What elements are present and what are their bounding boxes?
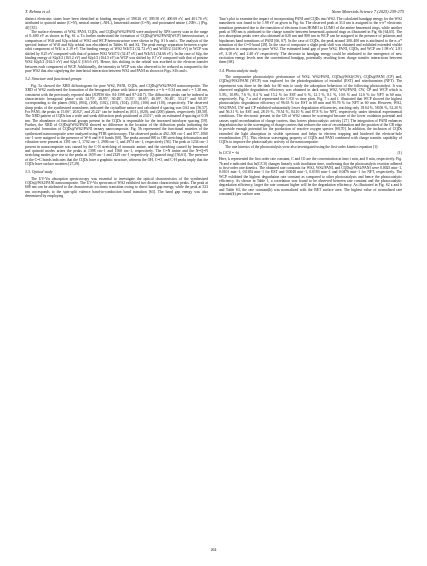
- equation-body: ln C/C0 = -kt: [219, 150, 239, 155]
- body-paragraph: The surface elements of WS2, PANI, CQDs, and CQDs@WS2/PANI were analyzed by XPS survey scan in the range of 0–600 eV as shown in Fig. S1 a. To further understand the formation of CQDs@WS2/PANI(WCP) heterostructure, a comparison of W4f and S2p orbital of WS2 and WCP heterostructure were shown in Fig. S1 b and c. The analysis of the spectral feature of W4f and S2p orbital was elucidated in Tables S1 and S2. The peak energy separation between a spin-orbit component of W4f is 2.19 eV. The binding energy of WS2 W4f7/2 (32.72 eV) and W4f5/2 (34.90 eV) in WCP was shifted by 0.25 eV compared with that of pristine WS2 W4f7/2 (32.47 eV) and W4f5/2 (34.66 eV). In the case of S2p, the binding energy of S2p3/2 (163.2 eV) and S2p1/2 (164.3 eV) in WCP was shifted by 0.7 eV compared with that of pristine WS2 S2p3/2 (162.5 eV) and S2p1/2 (163.6 eV). Hence, this shifting in the orbital was ascribed to the electron transfer between each component of WCP. Additionally, the intensity in WCP was also observed to be reduced as compared to the pure WS2 that also signifying the interfacial interaction between WS2 and PANI as shown in Figs. S1b and c.: [25, 30, 208, 74]
- body-paragraph: The rate kinetics of the photocatalysis were also investigated using the first-order kinetics equation [1]:: [225, 144, 379, 149]
- body-paragraph: The comparative photocatalytic performance of WS2, WS2/PANI, CQDs@WS2(CW), CQDs@PANI (CP) and, CQDs@WS2/PANI (WCP) was explored for the photodegradation of estradiol (EST) and nitrofurantoin (NFT). The experiment was done in the dark for 60 min to study the adsorption behaviour of the following photocatalyst. It was observed negligible degradation efficiency was obtained in dark using WS2, WS2/PANI, CW, CP and WCP which is 5.3%, 10.8%, 7.6 %, 8.4 % and 15.2 % for EST and 6 %, 12.1 %, 8.1 %, 10.6 % and 12.6 % for NFT in 60 min, respectively. Fig. 7 a and d represented the C/C0 vs time plots. Fig. 7 c and f. illustrated that WCP showed the highest photocatalytic degradation efficiency of 96.63 % for EST in 60 min and 95.76 % for NFT in 60 min. However, WS2, WS2/PANI, CW and CP exhibited substantially lower degradation efficiencies, reaching only 18.64 %, 58.06 %, 52.20 % and 56.31 % for EST and, 28.19 %, 70.54 %, 84.10 % and 87.8 % for NFT, respectively, under identical experimental conditions. The electronic present in the CB of WS2 cannot be scavenged because of the lower oxidation potential and causes rapid recombination of charge carriers, thus lowers photocatalytic activity [27]. The integration of PANI enhances degradation due to the scavenging of charge carriers that reduces the rate of recombination and the position of the CB edge to provide enough potential for the production of reactive oxygen species [69,70]. In addition, the inclusion of CQDs extended the light absorption in visible spectrum and helps in electron trapping and hindered the electron-hole recombination [71]. This electron scavenging property of CQDs and PANI combined with charge transfer capability of CQDs to improve the photocatalytic activity of the nanocomposite.: [219, 75, 402, 145]
- section-heading: 3.2. Structure and functional groups: [25, 77, 82, 82]
- equation-number: (1): [397, 150, 402, 155]
- body-paragraph: distinct electronic states have been identified at binding energies of 398.26 eV, 399.50 eV, 400.69 eV, and 401.76 eV, attributed to quinoid amine (C=N), neutral amine (–NH–), benzenoid amine (C=N), and protonated amine (–NH+–) [Fig. 4f] [35].: [25, 17, 208, 30]
- section-heading: 3.4. Photocatalytic study: [219, 68, 258, 73]
- body-paragraph: Here, k represented the first order rate constant, C and C0 are the concentration at time t min, and 0 min, respectively. Fig. 7b and e indicated that ln(C/C0) changes linearly with irradiation time, confirming that the photocatalytic reaction adhered to first-order rate kinetics. The obtained rate constants for WS2, WS2/PANI, and CQDs@WS2/PANI were 0.0025 min−1, 0.0101 min−1, 0.0184 min−1 for EST and 0.0048 min−1, 0.0183 min−1 and 0.0476 min−1 for NFT, respectively. The WCP exhibited the highest degradation rate constant as compared to other photocatalysts and hence the photocatalytic efficiency. As shown in Table 1, a correlation was found to be observed between rate constant and the photocatalytic degradation efficiency, larger the rate constant higher will be the degradation efficiency. As illustrated in Fig. S2 a and b and Table S3, the rate constant(k) was normalized with the BET surface area. The highest value of normalized rate constant(k) per surface area: [219, 157, 402, 197]
- body-paragraph: The UV-Vis absorption spectroscopy was essential to investigate the optical characteristics of the synthesized CQDs@WS2/PANI nanocomposite. The UV-Vis spectrum of WS2 exhibited two distinct characteristic peaks. The peak at 608 nm can be attributed to the characteristic excitonic transition owing to direct band gap energy, while the peak at 523 nm corresponds to the spin-split valence band-to-conduction band transition [63]. The band gap energy was also determined by employing: [25, 176, 208, 199]
- running-header-authors: T. Rehma et al.: [25, 9, 51, 14]
- equation: [219, 151, 402, 155]
- body-paragraph: Fig. 5a showed the XRD diffractogram for pure WS2, PANI, CQDs, and CQDs@WS2/PANI nanocomposite. The XRD of WS2 confirmed the formation of the hexagonal phase with lattice parameters a = b = 0.34 nm and c = 1.20 nm, consistent with the previously reported data (JCPDS file: 84-1398 and 87-2417). The diffraction peaks can be indexed as characteristic hexagonal phase with 14.70°, 28.95°, 30.48°, 35.55°, 38.65°, 46.09°, 50.40°, 53.21° and 60.35° corresponding to the planes (002), (004), (100), (102), (103), (104), (105), (106) and (110), respectively. The observed sharp peaks of the synthesized nanosheets indicated the crystalline nature and calculated d spacing was 0.62 nm [56,57]. For PANI, the peaks at 15.06°, 20.02°, and 25.22° can be indexed as (011), (020), and (200) planes, respectively [48,58]. The XRD pattern of CQDs has a wide and weak diffraction peak positioned at 23.01°, with an estimated d-spacing of 0.39 nm. The abundance of functional groups present in the CQDs is responsible for the increased interlayer spacing [59]. Further, the XRD of CQDs@WS2/PANI showed no difference in the location of the diffraction peaks indicating the successful formation of CQDs@WS2/PANI ternary nanocomposite. Fig. 5b represented the functional moieties of the synthesized nanocomposite were analyzed using FTIR spectroscopy. The observed peaks at 492–500 cm−1 and 877–1060 cm−1 were assigned to the presence of W-S and S-S bonds [60]. The peaks around 690 to OH stretching deformation and vibration were present at 1391 cm−1, 1702 cm−1, 2906 cm−1, and 2974 cm−1, respectively [56]. The peak at 1234 cm−1 present in nanocomposite was caused by the C-N stretching of aromatic amine, and the stretching caused by benzenoid and quinoid modes arises the peaks at 1398 cm−1 and 1560 cm−1, respectively. The C=N imine and the N=Q=N stretching modes give rise to the peaks at 1659 cm−1 and 2329 cm−1 respectively (Q quinoid ring) [56,61]. The presence of the C=C bonds indicates that the CQDs have a graphitic structure, whereas the OH, C=O, and C-H peaks imply that the CQDs have surface moieties [27,29].: [25, 83, 208, 166]
- page-number: 264: [210, 548, 217, 552]
- left-column: [25, 17, 208, 198]
- section-heading: 3.3. Optical study: [25, 170, 53, 175]
- right-column: [219, 17, 402, 196]
- body-paragraph: Tauc's plot to examine the impact of incorporating PANI and CQDs into WS2. The calculated bandgap energy for the WS2 nanosheets was found to be 1.98 eV as given in Fig. 6a. The observed peak at 314 nm is assigned to the π-π* electronic transition generated due to the transition of electrons from HOMO to LUMO of the amine benzenoid rings, while another peak at 590 nm is attributed to the charge transfer between benzenoid–quinoid rings as illustrated in Fig. 6b [64,65]. The two absorption peaks were also obtained at 620 nm and 800 nm in WCP can be assigned to the presence of polarons and bipolarons band transitions of PANI [66, 67]. In the case of CQDs, the peak around 300–400 nm is attributed to the n–π* transition of the C=O bond [28]. In the case of composite a slight peak shift was obtained and exhibited extended visible absorption in comparison to pure WS2. The estimated band gap of pure WS2, PANI, CQDs, and WCP are 1.98 eV, 2.81 eV, 3.18 eV, and 2.40 eV respectively. The decrease in bandgap energy could be attributed to the emergence of new excitation energy levels near the conventional bandgap, potentially resulting from charge transfer interactions between them [68].: [219, 17, 402, 65]
- running-header-journal: Nano Materials Science 7 (2025) 259-275: [331, 9, 404, 14]
